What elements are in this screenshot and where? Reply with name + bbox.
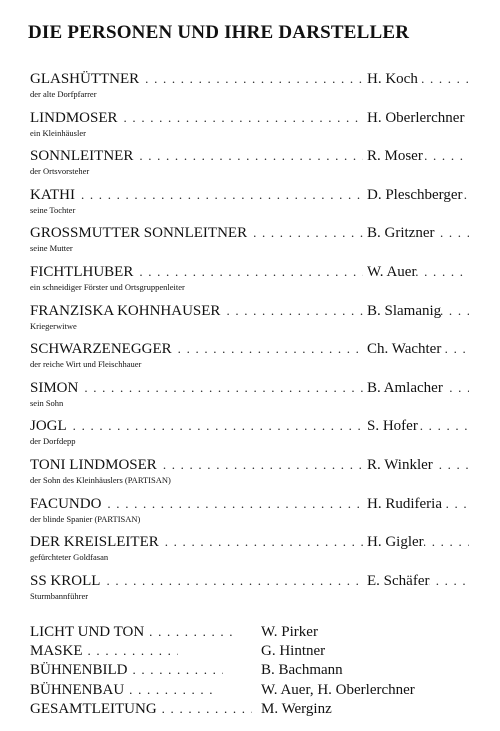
role-description: Kriegerwitwe bbox=[30, 320, 77, 331]
actor-name: H. Oberlerchner bbox=[363, 109, 464, 127]
crew-entry bbox=[30, 701, 475, 720]
role-name: FACUNDO bbox=[30, 495, 102, 512]
actor-name: H. Koch bbox=[363, 70, 418, 88]
role-name: JOGL bbox=[30, 418, 67, 435]
role-name: SONNLEITNER bbox=[30, 148, 134, 165]
crew-member: W. Pirker bbox=[258, 624, 318, 641]
cast-entry bbox=[30, 340, 475, 379]
role-name: KATHI bbox=[30, 186, 75, 203]
crew-member: G. Hintner bbox=[258, 643, 325, 660]
role-description: der Sohn des Kleinhäuslers (PARTISAN) bbox=[30, 474, 171, 485]
page-title: DIE PERSONEN UND IHRE DARSTELLER bbox=[28, 22, 410, 43]
cast-entry bbox=[30, 302, 475, 341]
role-name: TONI LINDMOSER bbox=[30, 456, 157, 473]
role-name: SCHWARZENEGGER bbox=[30, 341, 172, 358]
crew-entry bbox=[30, 643, 475, 662]
actor-name: R. Winkler bbox=[363, 456, 433, 474]
role-description: Sturmbannführer bbox=[30, 590, 89, 601]
cast-entry bbox=[30, 109, 475, 148]
role-name: DER KREISLEITER bbox=[30, 534, 159, 551]
crew-entry bbox=[30, 662, 475, 681]
actor-name: D. Pleschberger bbox=[363, 186, 463, 204]
crew-member: B. Bachmann bbox=[258, 662, 343, 679]
dot-leader bbox=[149, 624, 239, 640]
actor-name: W. Auer bbox=[363, 263, 416, 281]
actor-name: Ch. Wachter bbox=[363, 340, 441, 358]
role-name: GLASHÜTTNER bbox=[30, 71, 140, 87]
crew-role: BÜHNENBILD bbox=[30, 662, 128, 679]
dot-leader bbox=[139, 263, 469, 281]
actor-name: B. Amlacher bbox=[363, 379, 443, 397]
dot-leader bbox=[162, 701, 252, 717]
actor-name: B. Gritzner bbox=[363, 224, 434, 242]
role-name: FRANZISKA KOHNHAUSER bbox=[30, 302, 221, 319]
role-description: der blinde Spanier (PARTISAN) bbox=[30, 513, 141, 524]
cast-entry bbox=[30, 263, 475, 302]
role-description: ein schneidiger Förster und Ortsgruppenleiter bbox=[30, 281, 185, 292]
role-description: ein Kleinhäusler bbox=[30, 127, 86, 138]
cast-entry bbox=[30, 417, 475, 456]
role-name: SS KROLL bbox=[30, 572, 101, 589]
role-description: der reiche Wirt und Fleischhauer bbox=[30, 359, 142, 370]
cast-entry bbox=[30, 224, 475, 263]
cast-entry bbox=[30, 186, 475, 225]
role-description: der Dorfdepp bbox=[30, 436, 76, 447]
role-description: seine Tochter bbox=[30, 204, 76, 215]
crew-member: W. Auer, H. Oberlerchner bbox=[258, 682, 415, 699]
actor-name: E. Schäfer bbox=[363, 572, 429, 590]
crew-role: GESAMTLEITUNG bbox=[30, 700, 157, 717]
role-description: seine Mutter bbox=[30, 243, 73, 254]
crew-member: M. Werginz bbox=[258, 701, 332, 718]
dot-leader bbox=[145, 70, 469, 88]
cast-entry bbox=[30, 379, 475, 418]
dot-leader bbox=[88, 643, 178, 659]
actor-name: R. Moser bbox=[363, 147, 423, 165]
crew-list bbox=[30, 624, 475, 720]
cast-entry bbox=[30, 495, 475, 534]
actor-name: S. Hofer bbox=[363, 417, 418, 435]
actor-name: H. Gigler bbox=[363, 533, 424, 551]
actor-name: B. Slamanig bbox=[363, 302, 441, 320]
crew-entry bbox=[30, 682, 475, 701]
role-name: FICHTLHUBER bbox=[30, 263, 134, 280]
dot-leader bbox=[129, 682, 219, 698]
crew-role: MASKE bbox=[30, 643, 83, 660]
role-description: der Ortsvorsteher bbox=[30, 166, 90, 177]
cast-entry bbox=[30, 572, 475, 611]
actor-name: H. Rudiferia bbox=[363, 495, 442, 513]
cast-entry bbox=[30, 147, 475, 186]
dot-leader bbox=[253, 224, 469, 242]
crew-entry bbox=[30, 624, 475, 643]
role-description: der alte Dorfpfarrer bbox=[30, 89, 97, 99]
cast-entry bbox=[30, 456, 475, 495]
crew-role: LICHT UND TON bbox=[30, 624, 145, 640]
dot-leader bbox=[133, 662, 223, 678]
role-description: sein Sohn bbox=[30, 397, 64, 408]
cast-entry bbox=[30, 533, 475, 572]
cast-entry bbox=[30, 70, 475, 109]
role-name: LINDMOSER bbox=[30, 109, 118, 126]
role-description: gefürchteter Goldfasan bbox=[30, 552, 109, 563]
role-name: SIMON bbox=[30, 379, 79, 396]
crew-role: BÜHNENBAU bbox=[30, 681, 125, 698]
cast-list bbox=[30, 70, 475, 610]
role-name: GROSSMUTTER SONNLEITNER bbox=[30, 225, 248, 242]
